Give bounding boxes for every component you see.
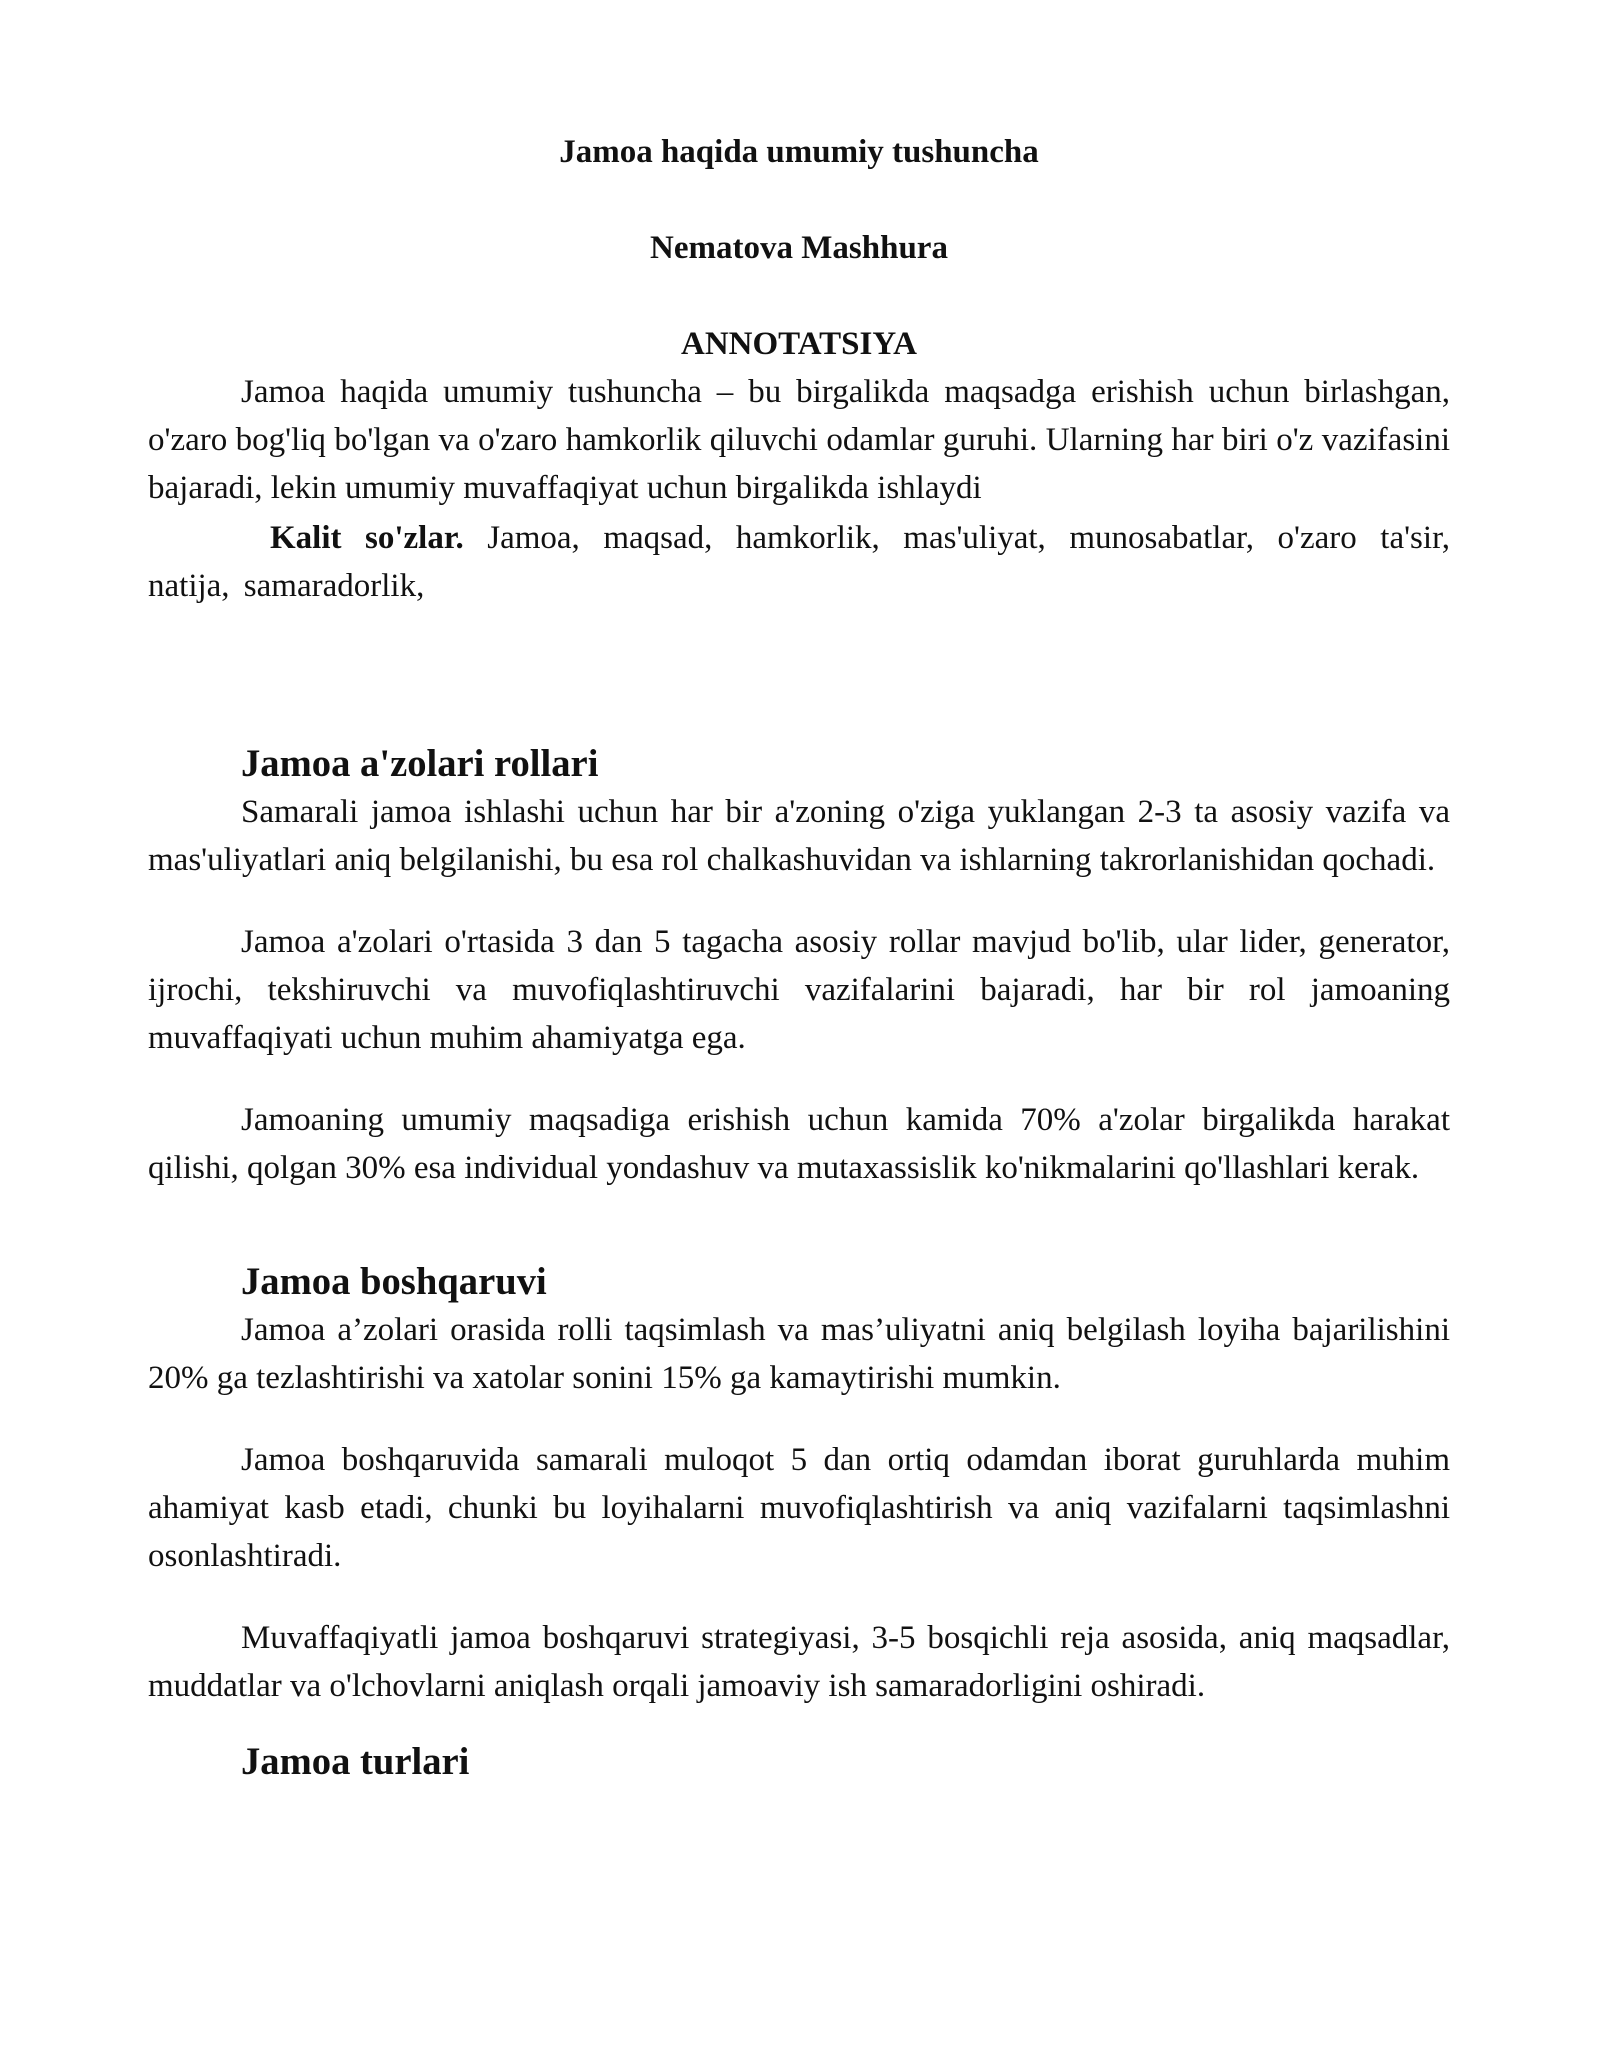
management-paragraph-2: Jamoa boshqaruvida samarali muloqot 5 dan ortiq odamdan iborat guruhlarda muhim ahamiyat kasb etadi, chunki bu loyihalarni muvofiqlashtirish va aniq vazifalarni taqsimlashni osonlashtiradi. [148,1442,1450,1574]
document-title: Jamoa haqida umumiy tushuncha [559,134,1039,170]
section-heading-types: Jamoa turlari [241,1741,470,1783]
annotation-heading: ANNOTATSIYA [681,326,917,362]
abstract-paragraph: Jamoa haqida umumiy tushuncha – bu birgalikda maqsadga erishish uchun birlashgan, o'zaro bog'liq bo'lgan va o'zaro hamkorlik qiluvchi odamlar guruhi. Ularning har biri o'z vazifasini bajaradi, lekin umumiy muvaffaqiyat uchun birgalikda ishlaydi [148,374,1450,506]
section-heading-management: Jamoa boshqaruvi [241,1261,547,1303]
author-name: Nematova Mashhura [650,230,948,266]
roles-paragraph-1: Samarali jamoa ishlashi uchun har bir a'zoning o'ziga yuklangan 2-3 ta asosiy vazifa va mas'uliyatlari aniq belgilanishi, bu esa rol chalkashuvidan va ishlarning takrorlanishidan qochadi. [148,794,1450,878]
management-paragraph-3: Muvaffaqiyatli jamoa boshqaruvi strategiyasi, 3-5 bosqichli reja asosida, aniq maqsadlar, muddatlar va o'lchovlarni aniqlash orqali jamoaviy ish samaradorligini oshiradi. [148,1620,1450,1704]
roles-paragraph-3: Jamoaning umumiy maqsadiga erishish uchun kamida 70% a'zolar birgalikda harakat qilishi, qolgan 30% esa individual yondashuv va mutaxassislik ko'nikmalarini qo'llashlari kerak. [148,1102,1450,1186]
keywords-label: Kalit so'zlar. [270,520,464,556]
document-body [148,128,1450,1786]
keywords-text: Jamoa, maqsad, hamkorlik, mas'uliyat, munosabatlar, o'zaro ta'sir, natija, samaradorlik, [148,520,1450,604]
management-paragraph-1: Jamoa a’zolari orasida rolli taqsimlash va mas’uliyatni aniq belgilash loyiha bajarilishini 20% ga tezlashtirishi va xatolar sonini 15% ga kamaytirishi mumkin. [148,1312,1450,1396]
roles-paragraph-2: Jamoa a'zolari o'rtasida 3 dan 5 tagacha asosiy rollar mavjud bo'lib, ular lider, generator, ijrochi, tekshiruvchi va muvofiqlashtiruvchi vazifalarini bajaradi, har bir rol jamoaning muvaffaqiyati uchun muhim ahamiyatga ega. [148,924,1450,1056]
keywords-paragraph [148,514,1450,610]
section-heading-roles: Jamoa a'zolari rollari [241,743,599,785]
